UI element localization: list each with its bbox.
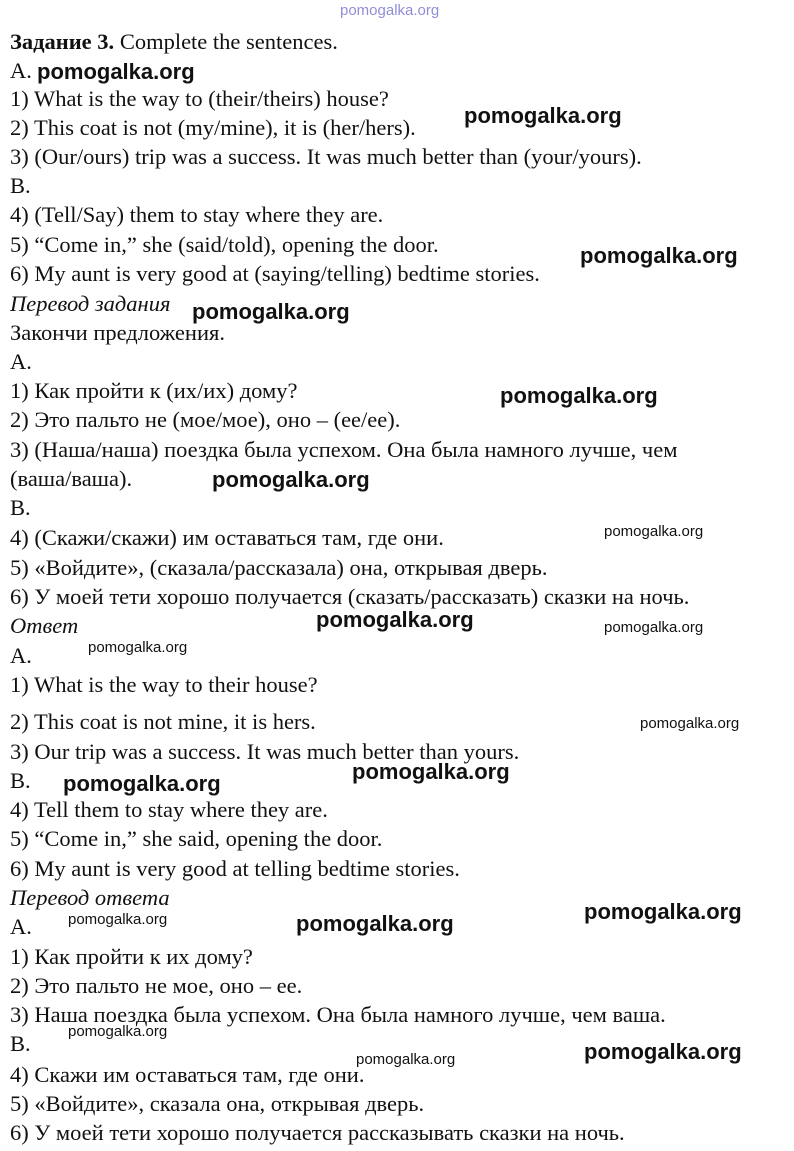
watermark: pomogalka.org — [316, 607, 474, 632]
task-sentence-2: 2) This coat is not (my/mine), it is (her/hers). — [10, 115, 416, 140]
watermark: pomogalka.org — [356, 1051, 456, 1068]
watermark: pomogalka.org — [192, 299, 350, 324]
task-section-b: B. — [10, 173, 31, 198]
task-translation-sentence-3a: 3) (Наша/наша) поездка была успехом. Она была намного лучше, чем — [10, 437, 678, 462]
answer-translation-sentence-6: 6) У моей тети хорошо получается рассказывать сказки на ночь. — [10, 1120, 625, 1145]
answer-section-b: B. — [10, 768, 31, 793]
watermark: pomogalka.org — [68, 1023, 168, 1040]
answer-heading: Ответ — [10, 613, 79, 638]
task-translation-sentence-5: 5) «Войдите», (сказала/рассказала) она, открывая дверь. — [10, 555, 548, 580]
watermark: pomogalka.org — [37, 59, 195, 84]
task-sentence-1: 1) What is the way to (their/theirs) house? — [10, 86, 389, 111]
answer-translation-sentence-3: 3) Наша поездка была успехом. Она была намного лучше, чем ваша. — [10, 1002, 666, 1027]
task-translation-sentence-1: 1) Как пройти к (их/их) дому? — [10, 378, 298, 403]
task-translation-sentence-4: 4) (Скажи/скажи) им оставаться там, где они. — [10, 525, 444, 550]
answer-translation-sentence-5: 5) «Войдите», сказала она, открывая дверь. — [10, 1091, 425, 1116]
answer-sentence-4: 4) Tell them to stay where they are. — [10, 797, 328, 822]
task-sentence-4: 4) (Tell/Say) them to stay where they are. — [10, 202, 384, 227]
answer-section-a: A. — [10, 643, 32, 668]
task-translation-heading: Перевод задания — [10, 291, 171, 316]
answer-sentence-1: 1) What is the way to their house? — [10, 672, 318, 697]
answer-translation-heading: Перевод ответа — [10, 885, 170, 910]
answer-sentence-5: 5) “Come in,” she said, opening the door. — [10, 826, 383, 851]
watermark: pomogalka.org — [68, 911, 168, 928]
answer-translation-section-b: B. — [10, 1031, 31, 1056]
watermark: pomogalka.org — [352, 759, 510, 784]
watermark: pomogalka.org — [584, 1039, 742, 1064]
task-translation-section-a: A. — [10, 349, 32, 374]
answer-sentence-2: 2) This coat is not mine, it is hers. — [10, 709, 316, 734]
task-sentence-5: 5) “Come in,” she (said/told), opening the door. — [10, 232, 439, 257]
answer-sentence-6: 6) My aunt is very good at telling bedtime stories. — [10, 856, 460, 881]
task-title — [10, 29, 338, 55]
task-translation-section-b: B. — [10, 495, 31, 520]
answer-translation-sentence-1: 1) Как пройти к их дому? — [10, 944, 253, 969]
task-title-number: Задание 3. — [10, 29, 115, 54]
watermark: pomogalka.org — [580, 243, 738, 268]
watermark: pomogalka.org — [464, 103, 622, 128]
task-translation-intro: Закончи предложения. — [10, 320, 225, 345]
watermark: pomogalka.org — [604, 619, 704, 636]
watermark: pomogalka.org — [88, 639, 188, 656]
watermark: pomogalka.org — [212, 467, 370, 492]
task-sentence-6: 6) My aunt is very good at (saying/telling) bedtime stories. — [10, 261, 540, 286]
watermark: pomogalka.org — [63, 771, 221, 796]
task-translation-sentence-6: 6) У моей тети хорошо получается (сказать/рассказать) сказки на ночь. — [10, 584, 690, 609]
answer-translation-sentence-4: 4) Скажи им оставаться там, где они. — [10, 1062, 365, 1087]
task-sentence-3: 3) (Our/ours) trip was a success. It was much better than (your/yours). — [10, 144, 642, 169]
watermark: pomogalka.org — [296, 911, 454, 936]
watermark: pomogalka.org — [640, 715, 740, 732]
answer-translation-sentence-2: 2) Это пальто не мое, оно – ее. — [10, 973, 303, 998]
task-translation-sentence-2: 2) Это пальто не (мое/мое), оно – (ее/ее). — [10, 407, 401, 432]
task-translation-sentence-3b: (ваша/ваша). — [10, 466, 133, 491]
watermark: pomogalka.org — [500, 383, 658, 408]
watermark: pomogalka.org — [604, 523, 704, 540]
task-section-a: A. — [10, 58, 32, 83]
watermark: pomogalka.org — [584, 899, 742, 924]
answer-sentence-3: 3) Our trip was a success. It was much better than yours. — [10, 739, 520, 764]
task-title-text: Complete the sentences. — [114, 29, 338, 54]
watermark-top: pomogalka.org — [340, 2, 440, 19]
answer-translation-section-a: A. — [10, 914, 32, 939]
